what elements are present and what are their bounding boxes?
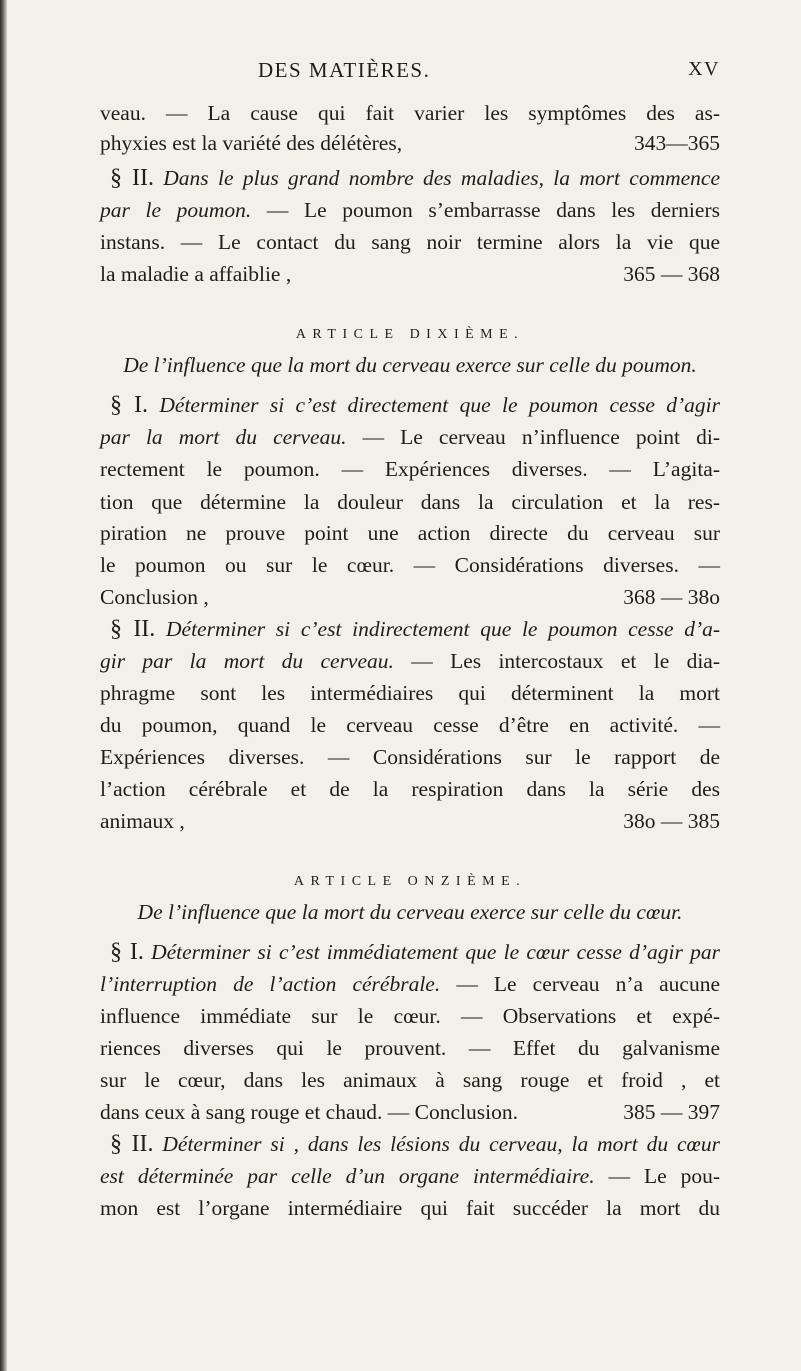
- text-line: [100, 614, 720, 644]
- italic-heading-text: par la mort du cerveau.: [100, 425, 347, 449]
- text-line: [100, 774, 720, 804]
- text-line: [100, 969, 720, 999]
- text-line: [100, 128, 720, 158]
- italic-heading-text: De l’influence que la mort du cerveau exerce sur celle du cœur.: [137, 900, 683, 924]
- body-text: — Le poumon s’embarrasse dans les derniers: [251, 198, 720, 222]
- text-line: [100, 259, 720, 289]
- text-line: [100, 1129, 720, 1159]
- body-text: influence immédiate sur le cœur. — Observations et expé-: [100, 1004, 720, 1028]
- italic-heading-text: De l’influence que la mort du cerveau exerce sur celle du poumon.: [123, 353, 697, 377]
- italic-heading-text: Déterminer si , dans les lésions du cerveau, la mort du cœur: [153, 1132, 720, 1156]
- page-range: 365 — 368: [623, 262, 720, 286]
- text-line: [100, 742, 720, 772]
- page-folio: XV: [688, 58, 720, 80]
- text-line: [100, 1001, 720, 1031]
- body-text: l’action cérébrale et de la respiration dans la série des: [100, 777, 720, 801]
- body-text: Expériences diverses. — Considérations sur le rapport de: [100, 745, 720, 769]
- text-line: [100, 390, 720, 420]
- text-line: [100, 1065, 720, 1095]
- text-line: [100, 487, 720, 517]
- body-text: veau. — La cause qui fait varier les symptômes des as-: [100, 101, 720, 125]
- text-line: [100, 195, 720, 225]
- text-line: [100, 350, 720, 380]
- body-text: du poumon, quand le cerveau cesse d’être en activité. —: [100, 713, 720, 737]
- book-spine-edge: [0, 0, 7, 1371]
- text-line: [100, 1097, 720, 1127]
- body-text: mon est l’organe intermédiaire qui fait succéder la mort du: [100, 1196, 720, 1220]
- running-head: [100, 58, 720, 86]
- article-heading: ARTICLE DIXIÈME.: [295, 327, 525, 342]
- body-text: tion que détermine la douleur dans la circulation et la res-: [100, 490, 720, 514]
- text-line: [100, 227, 720, 257]
- body-text: la maladie a affaiblie ,: [100, 262, 292, 286]
- body-text: riences diverses qui le prouvent. — Effet du galvanisme: [100, 1036, 720, 1060]
- text-line: [100, 710, 720, 740]
- body-text: piration ne prouve point une action directe du cerveau sur: [100, 521, 720, 545]
- text-line: [100, 454, 720, 484]
- section-number: § I.: [110, 392, 148, 418]
- article-heading: ARTICLE ONZIÈME.: [293, 874, 527, 889]
- body-text: — Le cerveau n’influence point di-: [346, 425, 720, 449]
- italic-heading-text: Déterminer si c’est directement que le poumon cesse d’agir: [148, 393, 720, 417]
- page-range: 385 — 397: [623, 1100, 720, 1124]
- page-range: 38o — 385: [623, 809, 720, 833]
- italic-heading-text: l’interruption de l’action cérébrale.: [100, 972, 441, 996]
- section-number: § II.: [110, 165, 154, 191]
- italic-heading-text: Déterminer si c’est immédiatement que le cœur cesse d’agir par: [143, 940, 720, 964]
- text-line: [100, 646, 720, 676]
- body-text: — Le cerveau n’a aucune: [440, 972, 720, 996]
- text-line: [100, 1193, 720, 1223]
- body-text: Conclusion ,: [100, 585, 209, 609]
- text-line: [100, 163, 720, 193]
- body-text: animaux ,: [100, 809, 185, 833]
- body-text: rectement le poumon. — Expériences diverses. — L’agita-: [100, 457, 720, 481]
- body-text: — Le pou-: [594, 1164, 720, 1188]
- italic-heading-text: par le poumon.: [100, 198, 252, 222]
- page-range: 368 — 38o: [623, 585, 720, 609]
- text-line: [100, 582, 720, 612]
- text-line: [100, 550, 720, 580]
- text-line: [100, 98, 720, 128]
- body-text: instans. — Le contact du sang noir termine alors la vie que: [100, 230, 720, 254]
- text-line: [100, 937, 720, 967]
- italic-heading-text: Dans le plus grand nombre des maladies, la mort commence: [153, 166, 721, 190]
- section-number: § II.: [110, 616, 156, 642]
- section-number: § II.: [110, 1131, 154, 1157]
- body-text: sur le cœur, dans les animaux à sang rouge et froid , et: [100, 1068, 720, 1092]
- body-text: le poumon ou sur le cœur. — Considérations diverses. —: [100, 553, 720, 577]
- text-line: [100, 1033, 720, 1063]
- text-line: [100, 422, 720, 452]
- text-line: [100, 1161, 720, 1191]
- body-text: dans ceux à sang rouge et chaud. — Conclusion.: [100, 1100, 518, 1124]
- running-head-title: DES MATIÈRES.: [258, 58, 431, 82]
- body-text: phragme sont les intermédiaires qui déterminent la mort: [100, 681, 720, 705]
- section-number: § I.: [110, 939, 144, 965]
- text-line: [100, 897, 720, 927]
- italic-heading-text: gir par la mort du cerveau.: [100, 649, 394, 673]
- italic-heading-text: Déterminer si c’est indirectement que le poumon cesse d’a-: [155, 617, 721, 641]
- italic-heading-text: est déterminée par celle d’un organe intermédiaire.: [100, 1164, 595, 1188]
- body-text: phyxies est la variété des délétères,: [100, 131, 403, 155]
- body-text: — Les intercostaux et le dia-: [393, 649, 721, 673]
- text-line: [100, 518, 720, 548]
- page-range: 343—365: [634, 131, 720, 155]
- text-line: [100, 678, 720, 708]
- text-line: [100, 806, 720, 836]
